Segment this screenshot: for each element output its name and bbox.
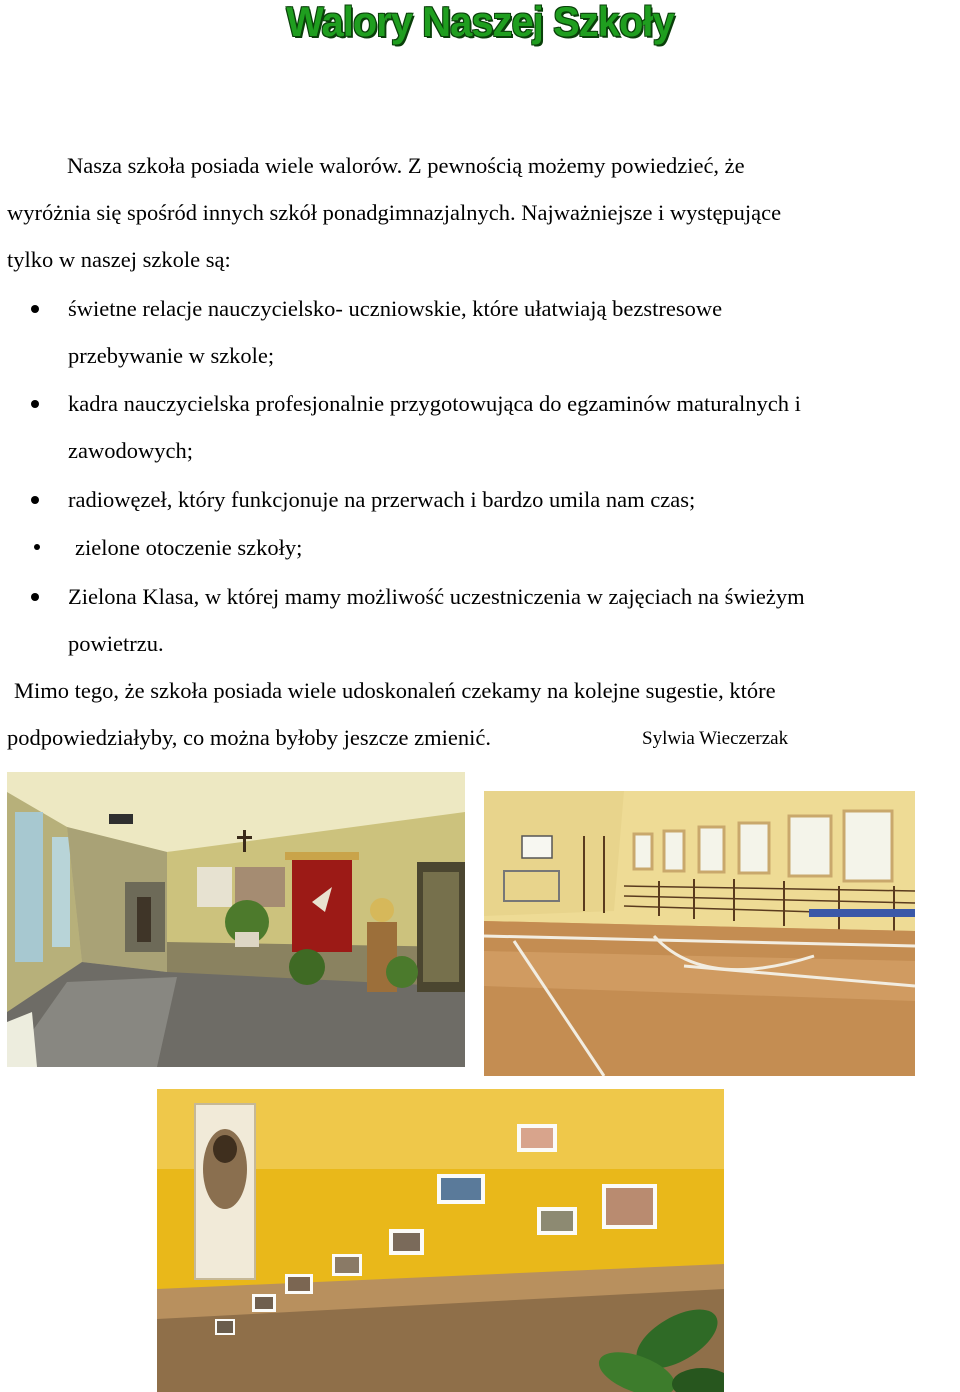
- bullet-dot: [31, 305, 39, 313]
- bullet-dot: [31, 496, 39, 504]
- bullet-dot: [34, 544, 40, 550]
- bullet-1-line-1: świetne relacje nauczycielsko- uczniowskie, które ułatwiają bezstresowe: [68, 296, 723, 321]
- bullet-5-line-1: Zielona Klasa, w której mamy możliwość uczestniczenia w zajęciach na świeżym: [68, 584, 805, 609]
- closing-line-1: Mimo tego, że szkoła posiada wiele udoskonaleń czekamy na kolejne sugestie, które: [14, 678, 776, 703]
- bullet-5-line-2: powietrzu.: [68, 631, 164, 656]
- gym-photo: [484, 791, 915, 1076]
- intro-line-2: wyróżnia się spośród innych szkół ponadgimnazjalnych. Najważniejsze i występujące: [7, 200, 782, 225]
- closing-line-2: podpowiedziałyby, co można byłoby jeszcze zmienić.: [7, 725, 491, 750]
- bullet-1-line-2: przebywanie w szkole;: [68, 343, 275, 368]
- page-title: Walory Naszej Szkoły: [286, 0, 674, 45]
- bullet-dot: [31, 400, 39, 408]
- bullet-3-line-1: radiowęzeł, który funkcjonuje na przerwach i bardzo umila nam czas;: [68, 487, 696, 512]
- bullet-2-line-1: kadra nauczycielska profesjonalnie przygotowująca do egzaminów maturalnych i: [68, 391, 801, 416]
- wall-gallery-photo: [157, 1089, 724, 1392]
- bullet-4-line-1: zielone otoczenie szkoły;: [75, 535, 303, 560]
- intro-line-3: tylko w naszej szkole są:: [7, 247, 231, 272]
- hallway-photo: [7, 772, 465, 1067]
- bullet-dot: [31, 593, 39, 601]
- author-signature: Sylwia Wieczerzak: [642, 728, 789, 749]
- bullet-2-line-2: zawodowych;: [68, 438, 193, 463]
- intro-line-1: Nasza szkoła posiada wiele walorów. Z pewnością możemy powiedzieć, że: [67, 153, 745, 178]
